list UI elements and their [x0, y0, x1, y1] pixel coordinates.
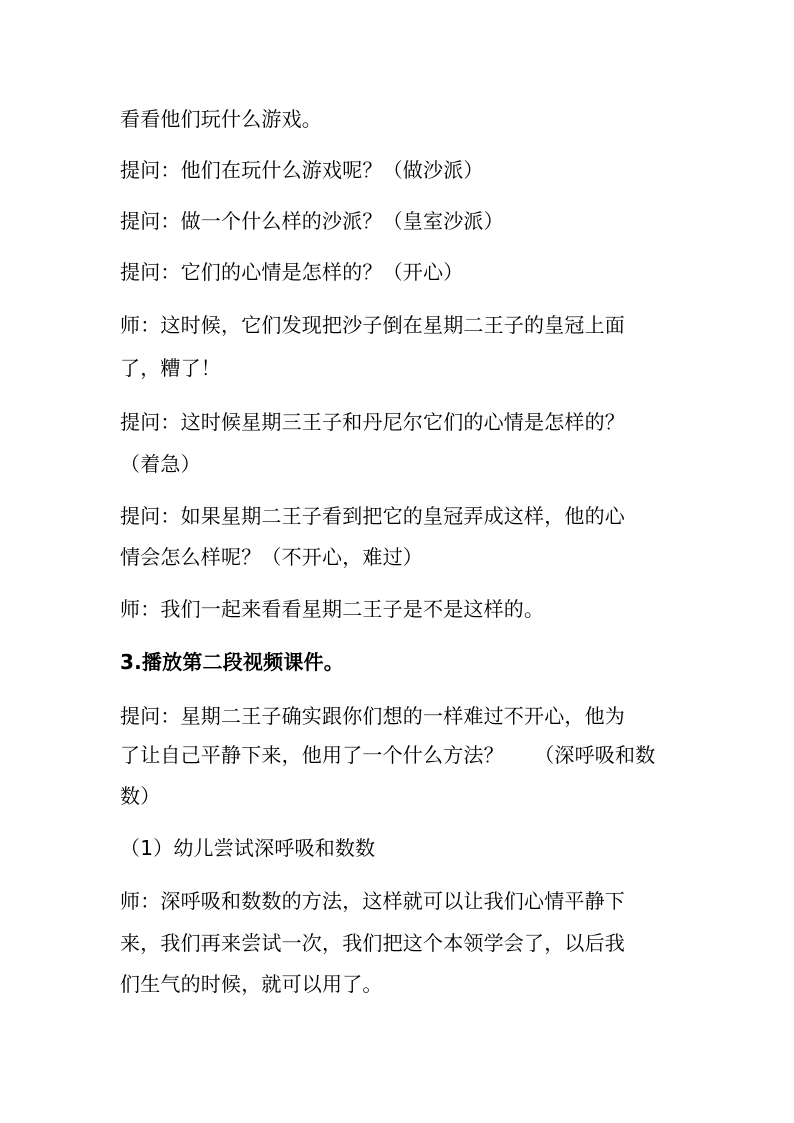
paragraph-line: 师：我们一起来看看星期二王子是不是这样的。: [120, 597, 545, 621]
paragraph-line: 提问：他们在玩什么游戏呢？（做沙派）: [120, 158, 484, 182]
list-item: （1）幼儿尝试深呼吸和数数: [120, 836, 376, 860]
paragraph-line: 了让自己平静下来，他用了一个什么方法？ （深呼吸和数: [120, 743, 656, 767]
paragraph-line: 提问：做一个什么样的沙派？（皇室沙派）: [120, 209, 504, 233]
paragraph-line: 数）: [120, 784, 161, 808]
paragraph-line: 提问：星期二王子确实跟你们想的一样难过不开心，他为: [120, 704, 625, 728]
paragraph-line: 师：深呼吸和数数的方法，这样就可以让我们心情平静下: [120, 889, 625, 913]
paragraph-line: 提问：它们的心情是怎样的？（开心）: [120, 260, 464, 284]
paragraph-line: 看看他们玩什么游戏。: [120, 107, 322, 131]
paragraph-line: 们生气的时候，就可以用了。: [120, 972, 383, 996]
section-heading: 3.播放第二段视频课件。: [120, 650, 344, 674]
paragraph-line: 来，我们再来尝试一次，我们把这个本领学会了，以后我: [120, 931, 625, 955]
paragraph-line: 师：这时候，它们发现把沙子倒在星期二王子的皇冠上面: [120, 313, 625, 337]
paragraph-line: 了，糟了！: [120, 356, 221, 380]
paragraph-line: 情会怎么样呢？（不开心，难过）: [120, 545, 423, 569]
paragraph-line: （着急）: [120, 452, 201, 476]
paragraph-line: 提问：这时候星期三王子和丹尼尔它们的心情是怎样的？: [120, 410, 625, 434]
paragraph-line: 提问：如果星期二王子看到把它的皇冠弄成这样，他的心: [120, 504, 625, 528]
